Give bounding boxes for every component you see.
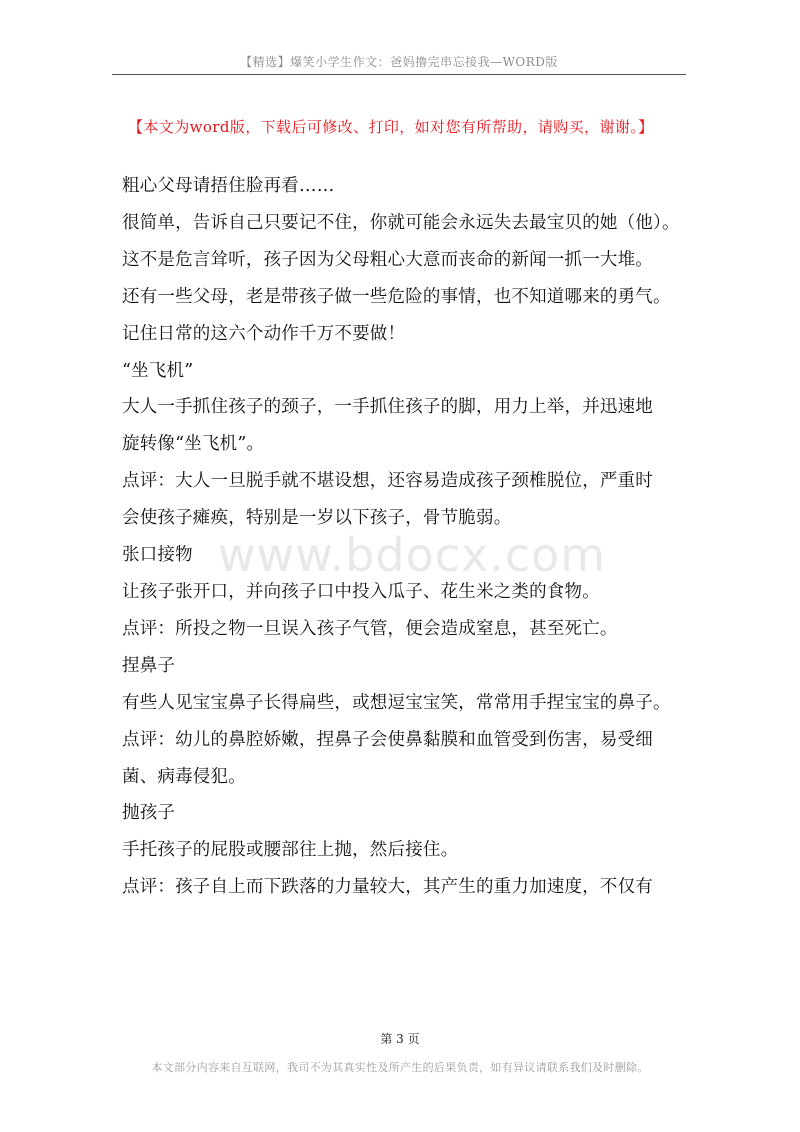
section-heading: “坐飞机” — [122, 360, 194, 381]
comment-paragraph: 点评：所投之物一旦误入孩子气管，便会造成窒息，甚至死亡。 — [122, 618, 618, 639]
paragraph: 有些人见宝宝鼻子长得扁些，或想逗宝宝笑，常常用手捏宝宝的鼻子。 — [122, 692, 671, 713]
paragraph: 很简单，告诉自己只要记不住，你就可能会永远失去最宝贝的她（他）。 — [122, 212, 680, 233]
paragraph: 粗心父母请捂住脸再看…… — [122, 176, 335, 196]
paragraph: 旋转像“坐飞机”。 — [122, 434, 265, 455]
section-heading: 捏鼻子 — [122, 655, 176, 676]
paragraph: 大人一手抓住孩子的颈子，一手抓住孩子的脚，用力上举，并迅速地 — [122, 397, 653, 418]
section-heading: 张口接物 — [122, 545, 193, 566]
comment-paragraph: 会使孩子瘫痪，特别是一岁以下孩子，骨节脆弱。 — [122, 508, 512, 529]
footer-disclaimer: 本文部分内容来自互联网，我司不为其真实性及所产生的后果负责，如有异议请联系我们及时删除。 — [151, 1061, 649, 1074]
comment-paragraph: 点评：大人一旦脱手就不堪设想，还容易造成孩子颈椎脱位，严重时 — [122, 471, 653, 492]
comment-paragraph: 点评：幼儿的鼻腔娇嫩，捏鼻子会使鼻黏膜和血管受到伤害，易受细 — [122, 729, 653, 750]
paragraph: 让孩子张开口，并向孩子口中投入瓜子、花生米之类的食物。 — [122, 581, 600, 602]
comment-paragraph: 菌、病毒侵犯。 — [122, 766, 246, 787]
page-header: 【精选】爆笑小学生作文：爸妈撸完串忘接我—WORD版 — [240, 55, 558, 69]
paragraph: 这不是危言耸听，孩子因为父母粗心大意而丧命的新闻一抓一大堆。 — [122, 249, 653, 270]
section-heading: 抛孩子 — [122, 803, 176, 824]
paragraph: 还有一些父母，老是带孩子做一些危险的事情，也不知道哪来的勇气。 — [122, 286, 671, 307]
page-number: 第 3 页 — [380, 1032, 420, 1046]
paragraph: 手托孩子的屁股或腰部往上抛，然后接住。 — [122, 840, 459, 861]
download-notice: 【本文为word版，下载后可修改、打印，如对您有所帮助，请购买，谢谢。】 — [128, 118, 654, 136]
paragraph: 记住日常的这六个动作千万不要做！ — [122, 323, 406, 344]
header-divider — [112, 74, 686, 75]
watermark: www.bdocx.com — [217, 528, 607, 582]
comment-paragraph: 点评：孩子自上而下跌落的力量较大，其产生的重力加速度，不仅有 — [122, 877, 653, 898]
